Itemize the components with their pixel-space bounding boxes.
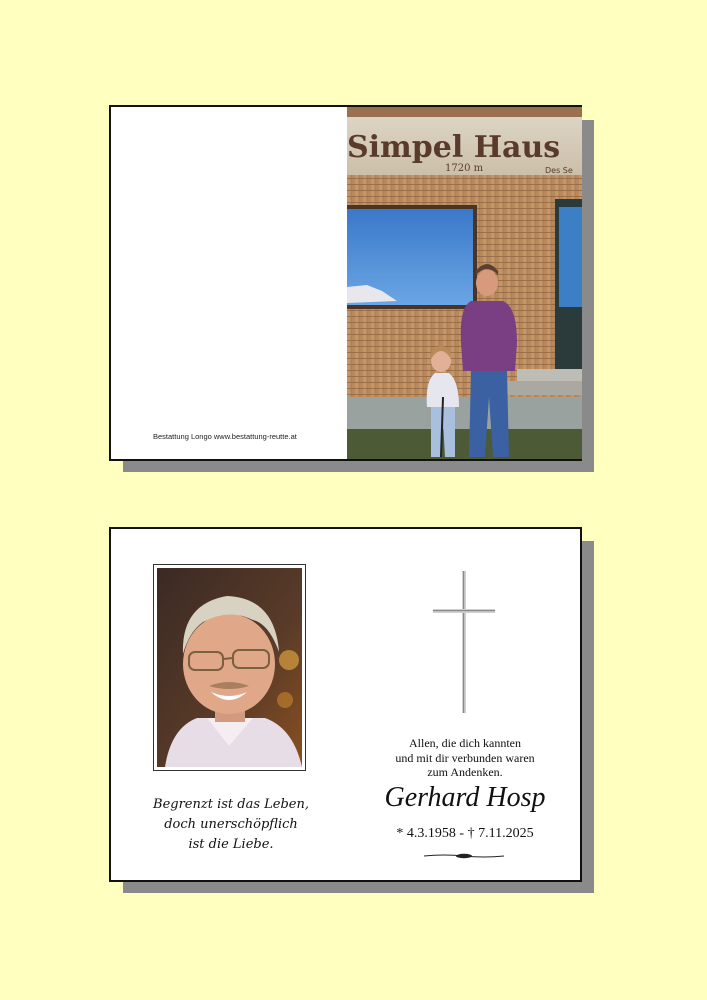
hut-altitude-text: 1720 m bbox=[445, 163, 484, 174]
verse-line: Begrenzt ist das Leben, bbox=[153, 797, 309, 812]
verse-text bbox=[131, 795, 331, 855]
dedication-line: und mit dir verbunden waren bbox=[395, 750, 535, 765]
deceased-name: Gerhard Hosp bbox=[384, 782, 546, 813]
portrait-frame bbox=[153, 564, 306, 771]
life-dates: * 4.3.1958 - † 7.11.2025 bbox=[396, 826, 534, 841]
hut-photo-image bbox=[347, 107, 582, 459]
blank-left-page bbox=[111, 107, 347, 459]
dedication-line: Allen, die dich kannten bbox=[409, 736, 521, 750]
hut-sign-text: Simpel Haus bbox=[347, 130, 561, 165]
cross-icon bbox=[433, 571, 495, 713]
verse-line: ist die Liebe. bbox=[188, 837, 274, 852]
hut-sign-fragment: Des Se bbox=[545, 166, 573, 175]
dedication-line: zum Andenken. bbox=[427, 765, 503, 779]
card-back-panel bbox=[109, 527, 582, 882]
portrait-photo bbox=[157, 568, 302, 767]
photo-father-daughter-at-hut bbox=[347, 107, 582, 459]
card-front-panel bbox=[109, 105, 582, 461]
verse-line: doch unerschöpflich bbox=[164, 817, 298, 832]
funeral-home-imprint: Bestattung Longo www.bestattung-reutte.at bbox=[153, 432, 297, 441]
dedication-text bbox=[346, 736, 584, 780]
portrait-image bbox=[157, 568, 302, 767]
ornament-divider-icon bbox=[424, 852, 504, 860]
